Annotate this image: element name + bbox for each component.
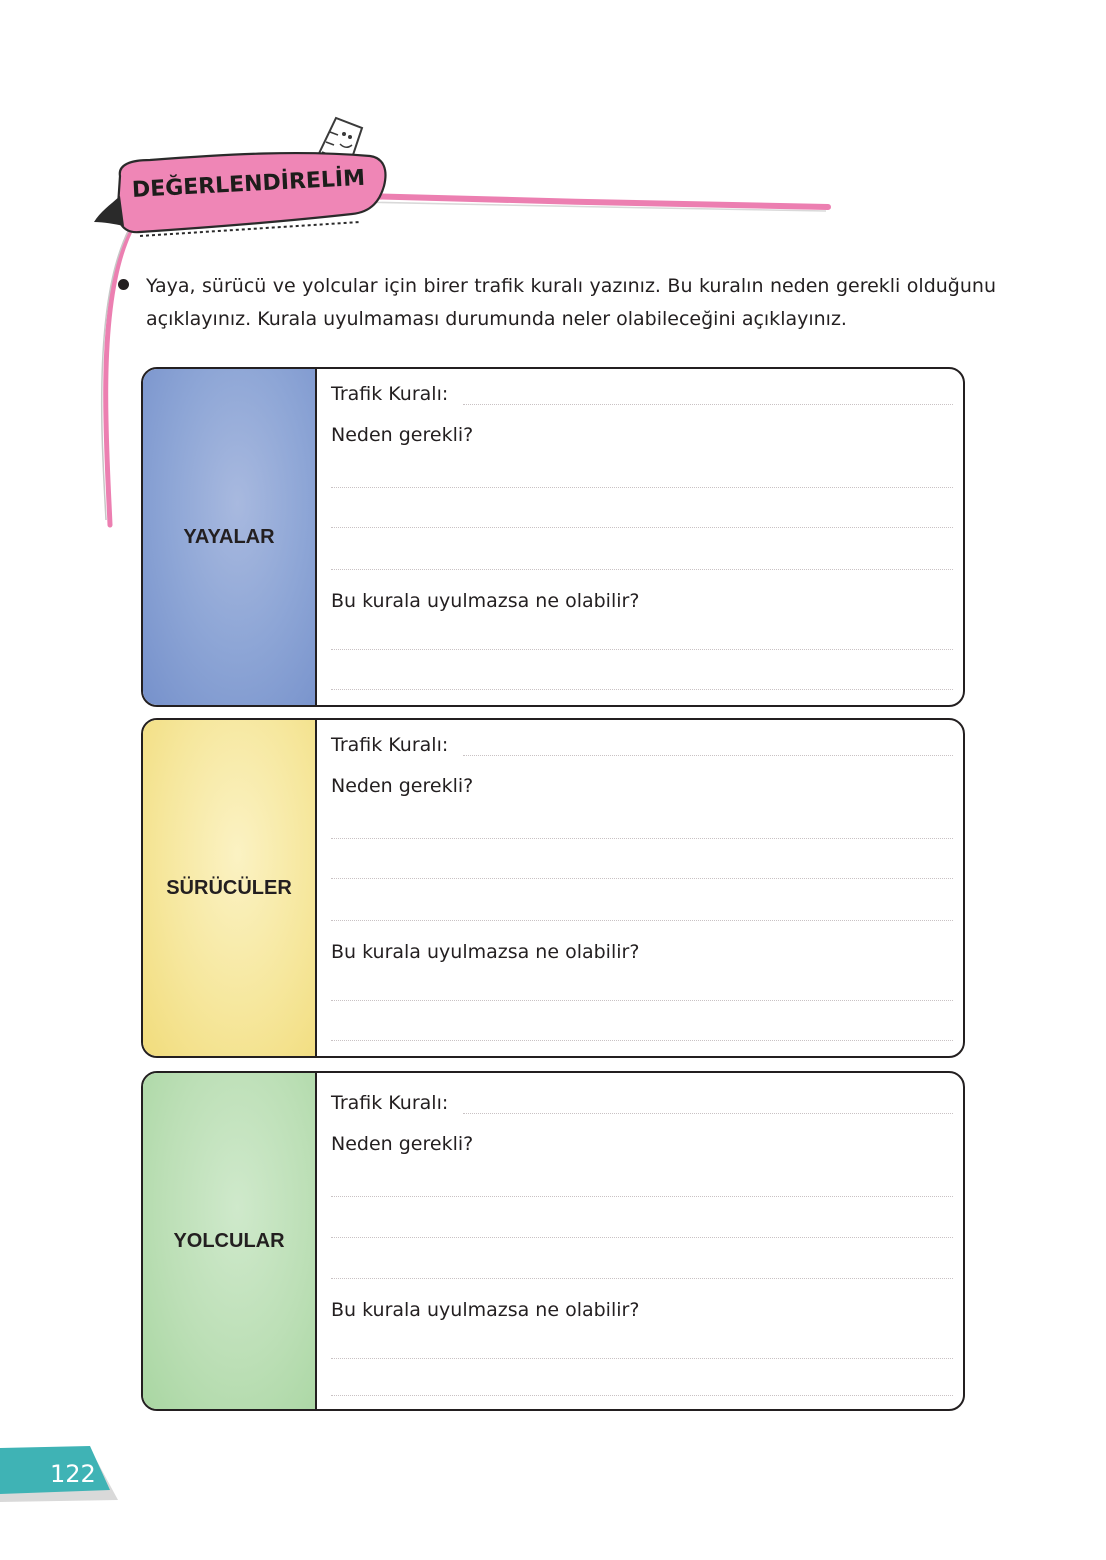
instruction-text: Yaya, sürücü ve yolcular için birer trafik kuralı yazınız. Bu kuralın neden gerekli olduğunu açıklayınız. Kurala uyulmaması durumunda neler olabileceğini açıklayınız. <box>146 275 996 330</box>
consequence-label: Bu kurala uyulmazsa ne olabilir? <box>331 590 645 612</box>
rule-label: Trafik Kuralı: <box>331 1092 454 1114</box>
answer-line[interactable] <box>331 569 953 570</box>
answer-line[interactable] <box>331 1278 953 1279</box>
section-title: DEĞERLENDİRELİM <box>131 165 366 203</box>
consequence-label: Bu kurala uyulmazsa ne olabilir? <box>331 941 645 963</box>
answer-line[interactable] <box>331 1395 953 1396</box>
card-side-drivers <box>143 720 317 1056</box>
rule-answer-line[interactable] <box>463 1113 953 1114</box>
consequence-label: Bu kurala uyulmazsa ne olabilir? <box>331 1299 645 1321</box>
card-side-pedestrians <box>143 369 317 705</box>
answer-line[interactable] <box>331 487 953 488</box>
answer-line[interactable] <box>331 878 953 879</box>
answer-line[interactable] <box>331 1196 953 1197</box>
answer-line[interactable] <box>331 1040 953 1041</box>
bullet-icon <box>118 279 129 290</box>
answer-line[interactable] <box>331 1358 953 1359</box>
card-body <box>317 720 963 1056</box>
answer-line[interactable] <box>331 527 953 528</box>
rule-answer-line[interactable] <box>463 755 953 756</box>
answer-line[interactable] <box>331 649 953 650</box>
card-body <box>317 369 963 705</box>
answer-line[interactable] <box>331 1237 953 1238</box>
card-side-passengers <box>143 1073 317 1409</box>
card-label: YAYALAR <box>183 525 275 548</box>
card-body <box>317 1073 963 1409</box>
answer-line[interactable] <box>331 1000 953 1001</box>
rule-answer-line[interactable] <box>463 404 953 405</box>
rule-label: Trafik Kuralı: <box>331 734 454 756</box>
why-label: Neden gerekli? <box>331 424 479 446</box>
card-label: SÜRÜCÜLER <box>166 876 292 899</box>
card-passengers <box>141 1071 965 1411</box>
why-label: Neden gerekli? <box>331 1133 479 1155</box>
answer-line[interactable] <box>331 920 953 921</box>
answer-line[interactable] <box>331 838 953 839</box>
why-label: Neden gerekli? <box>331 775 479 797</box>
card-label: YOLCULAR <box>173 1229 285 1252</box>
answer-line[interactable] <box>331 689 953 690</box>
card-pedestrians <box>141 367 965 707</box>
page-number: 122 <box>50 1460 96 1488</box>
card-drivers <box>141 718 965 1058</box>
rule-label: Trafik Kuralı: <box>331 383 454 405</box>
